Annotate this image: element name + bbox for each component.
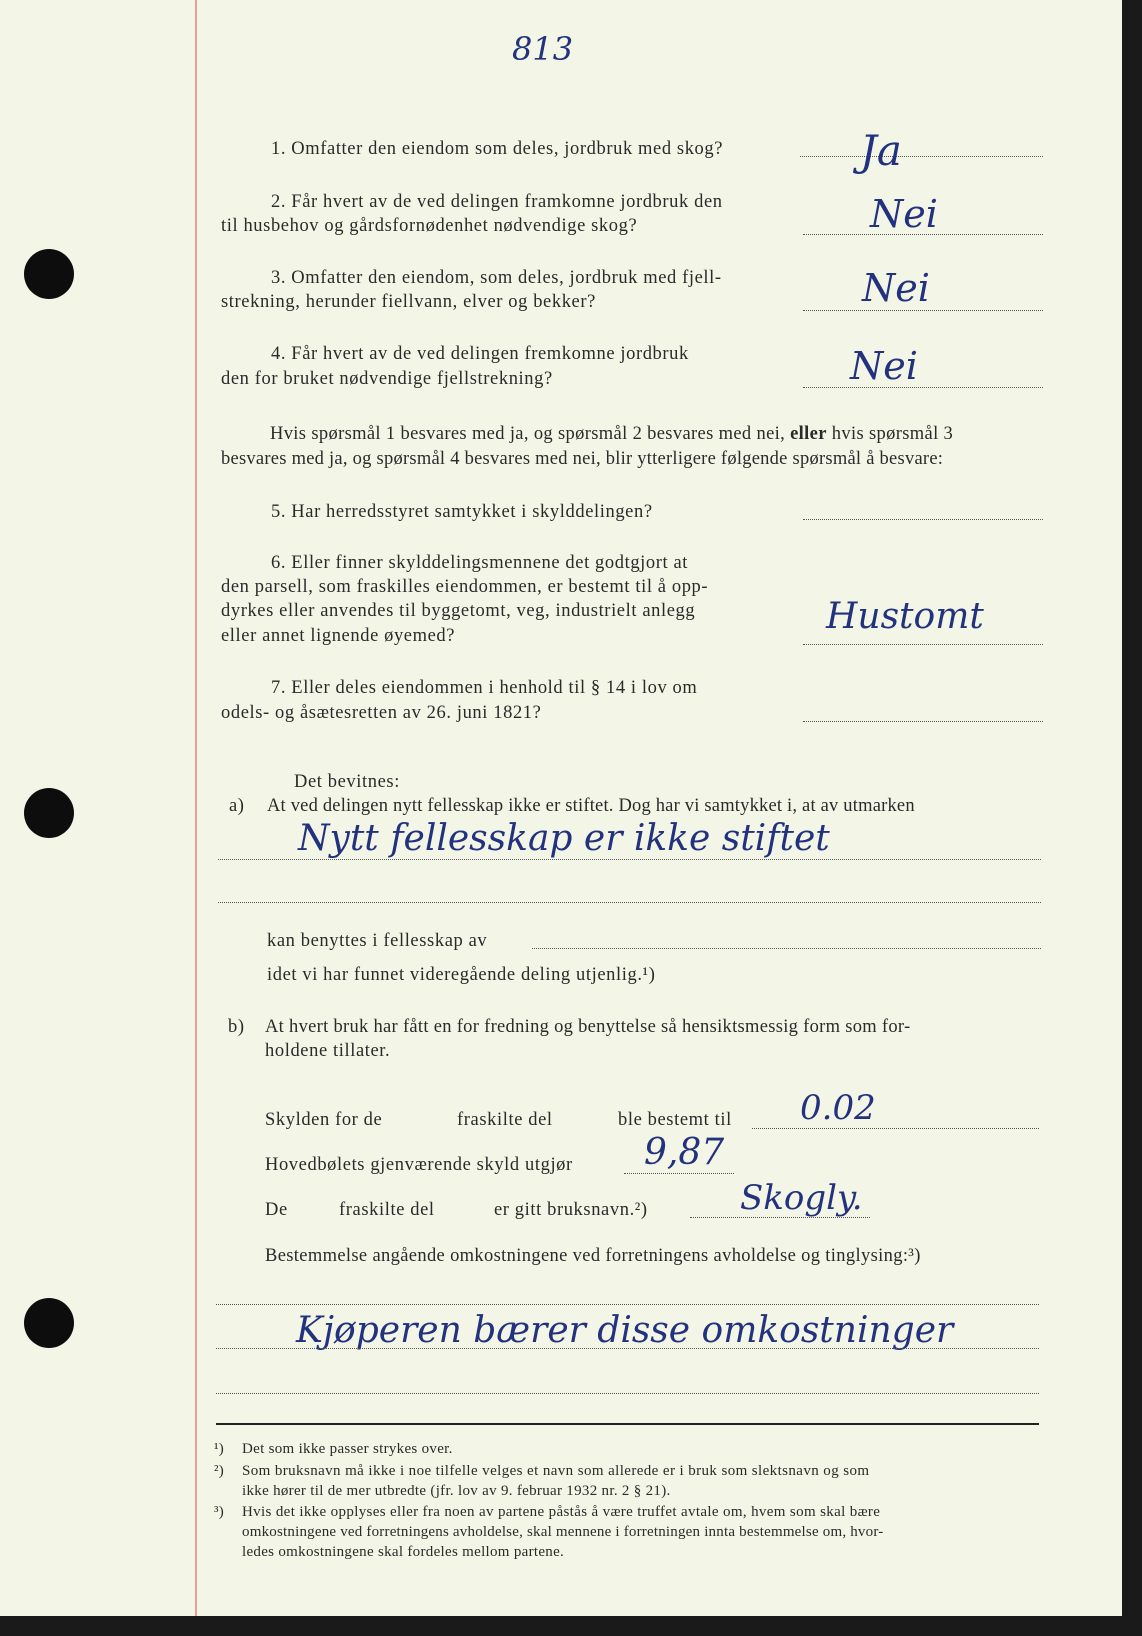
footnote-3-line-1: Hvis det ikke opplyses eller fra noen av partene påstås å være truffet avtale om, hvem som skal bære	[242, 1504, 881, 1520]
question-6-line-3: dyrkes eller anvendes til byggetomt, veg, industrielt anlegg	[221, 601, 696, 621]
item-a-handwritten: Nytt fellesskap er ikke stiftet	[298, 818, 830, 859]
condition-line-2: besvares med ja, og spørsmål 4 besvares med nei, blir ytterligere følgende spørsmål å besvare:	[221, 449, 944, 469]
footnote-2-line-1: Som bruksnavn må ikke i noe tilfelle velges et navn som allerede er i bruk som slektsnavn og som	[242, 1463, 870, 1479]
footnote-3-line-2: omkostningene ved forretningens avholdelse, skal mennene i forretningen innta bestemmelse om, hvor-	[242, 1524, 884, 1540]
question-3-line-2: strekning, herunder fiellvann, elver og bekker?	[221, 292, 596, 312]
condition-text-b: hvis spørsmål 3	[831, 424, 954, 444]
answer-4: Nei	[850, 344, 918, 388]
punch-hole-bottom	[24, 1298, 74, 1348]
answer-2: Nei	[870, 192, 938, 236]
footnote-2-mark: ²)	[214, 1463, 225, 1479]
question-5: 5. Har herredsstyret samtykket i skylddelingen?	[271, 502, 653, 522]
skyld-line	[752, 1128, 1039, 1129]
footnote-1: Det som ikke passer strykes over.	[242, 1441, 453, 1457]
item-b-label: b)	[228, 1017, 245, 1037]
condition-line-1	[270, 424, 953, 445]
answer-1: Ja	[860, 126, 902, 175]
skyld-value: 0.02	[800, 1088, 876, 1128]
condition-text-a: Hvis spørsmål 1 besvares med ja, og spørsmål 2 besvares med nei,	[270, 424, 786, 444]
item-b-line-1: At hvert bruk har fått en for fredning og benyttelse så hensiktsmessig form som for-	[265, 1017, 911, 1037]
question-6-line-4: eller annet lignende øyemed?	[221, 626, 456, 646]
name-label-c: er gitt bruksnavn.²)	[494, 1200, 648, 1220]
footnote-3-mark: ³)	[214, 1504, 225, 1520]
footnote-1-mark: ¹)	[214, 1441, 225, 1457]
question-2-line-2: til husbehov og gårdsfornødenhet nødvendige skog?	[221, 216, 638, 236]
name-value: Skogly.	[740, 1178, 863, 1218]
answer-6: Hustomt	[826, 596, 984, 637]
item-a-line-1	[218, 859, 1041, 860]
skyld-label-b: fraskilte del	[457, 1110, 553, 1130]
costs-line-3	[216, 1393, 1039, 1394]
punch-hole-middle	[24, 788, 74, 838]
hovedbol-label: Hovedbølets gjenværende skyld utgjør	[265, 1155, 573, 1175]
skyld-label-c: ble bestemt til	[618, 1110, 732, 1130]
answer-line-5	[803, 519, 1043, 520]
further-division-text: idet vi har funnet videregående deling utjenlig.¹)	[267, 965, 656, 985]
skyld-label-a: Skylden for de	[265, 1110, 383, 1130]
item-b-line-2: holdene tillater.	[265, 1041, 391, 1061]
shared-use-line	[532, 948, 1041, 949]
question-4-line-2: den for bruket nødvendige fjellstrekning?	[221, 369, 553, 389]
question-6-line-1: 6. Eller finner skylddelingsmennene det godtgjort at	[271, 553, 689, 573]
answer-line-6	[803, 644, 1043, 645]
answer-line-1	[800, 156, 1043, 157]
answer-line-3	[803, 310, 1043, 311]
question-2-line-1: 2. Får hvert av de ved delingen framkomne jordbruk den	[271, 192, 723, 212]
footnote-rule	[216, 1423, 1039, 1425]
answer-line-4	[803, 387, 1043, 388]
name-label-a: De	[265, 1200, 288, 1220]
footnote-3-line-3: ledes omkostningene skal fordeles mellom partene.	[242, 1544, 565, 1560]
page-number: 813	[512, 30, 574, 68]
punch-hole-top	[24, 249, 74, 299]
question-6-line-2: den parsell, som fraskilles eiendommen, er bestemt til å opp-	[221, 577, 709, 597]
costs-value: Kjøperen bærer disse omkostninger	[296, 1310, 954, 1351]
footnote-2-line-2: ikke hører til de mer utbredte (jfr. lov av 9. februar 1932 nr. 2 § 21).	[242, 1483, 671, 1499]
hovedbol-value: 9,87	[644, 1132, 725, 1173]
name-label-b: fraskilte del	[339, 1200, 435, 1220]
certification-intro: Det bevitnes:	[294, 772, 400, 792]
costs-label: Bestemmelse angående omkostningene ved forretningens avholdelse og tinglysing:³)	[265, 1246, 921, 1266]
hovedbol-line	[624, 1173, 734, 1174]
costs-line-2	[216, 1348, 1039, 1349]
question-3-line-1: 3. Omfatter den eiendom, som deles, jordbruk med fjell-	[271, 268, 722, 288]
margin-line	[195, 0, 197, 1616]
condition-bold: eller	[790, 424, 827, 444]
answer-3: Nei	[862, 266, 930, 310]
item-a-line-2	[218, 902, 1041, 903]
question-7-line-1: 7. Eller deles eiendommen i henhold til § 14 i lov om	[271, 678, 698, 698]
item-a-label: a)	[229, 796, 245, 816]
question-1: 1. Omfatter den eiendom som deles, jordbruk med skog?	[271, 139, 724, 159]
question-4-line-1: 4. Får hvert av de ved delingen fremkomne jordbruk	[271, 344, 689, 364]
answer-line-7	[803, 721, 1043, 722]
costs-line-1	[216, 1304, 1039, 1305]
question-7-line-2: odels- og åsætesretten av 26. juni 1821?	[221, 703, 542, 723]
item-a-text: At ved delingen nytt fellesskap ikke er stiftet. Dog har vi samtykket i, at av utmarken	[267, 796, 915, 816]
shared-use-text: kan benyttes i fellesskap av	[267, 931, 488, 951]
